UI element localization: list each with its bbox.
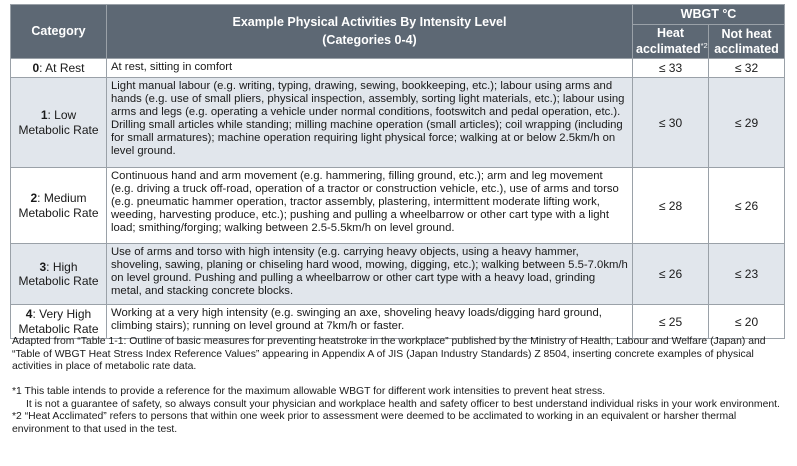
source-note: Adapted from “Table 1-1: Outline of basic measures for preventing heatstroke in the workplace” published by the Ministry of Health, Labour and Welfare (Japan) and “Table of WBGT Heat Stress Index Reference Values” appearing in Appendix A of JIS (Japan Industry Standards) Z 8504, inserting concrete examples of physical activities in place of metabolic rate data. — [12, 336, 766, 373]
category-cell — [11, 78, 107, 168]
category-name: : Very High — [32, 307, 92, 322]
category-number: 3 — [39, 259, 47, 274]
table-row — [11, 244, 785, 305]
category-header: Category — [11, 5, 107, 59]
footnotes — [12, 336, 787, 437]
category-number: 0 — [32, 60, 40, 75]
not-acclimated-value: ≤ 23 — [709, 244, 785, 305]
category-name-line2: Metabolic Rate — [18, 205, 99, 220]
category-cell — [11, 244, 107, 305]
acclimated-value: ≤ 26 — [633, 244, 709, 305]
acclimated-value: ≤ 25 — [633, 305, 709, 339]
not-heat-acclimated-header: Not heat acclimated — [709, 25, 785, 59]
heat-acclimated-header — [633, 25, 709, 59]
category-name-line2: Metabolic Rate — [18, 274, 99, 288]
activities-header — [107, 5, 633, 59]
activity-cell: Working at a very high intensity (e.g. swinging an axe, shoveling heavy loads/digging hard ground, climbing stairs); running on level ground at 7km/h or faster. — [107, 305, 633, 339]
category-name: : Medium — [37, 191, 87, 206]
footnote-1-continued: It is not a guarantee of safety, so always consult your physician and workplace health and safety officer to best understand individual risks in your work environment. — [26, 398, 780, 410]
category-name: : Low — [47, 108, 77, 123]
not-acclimated-value: ≤ 20 — [709, 305, 785, 339]
category-number: 4 — [25, 307, 33, 322]
category-name-line2: Metabolic Rate — [18, 321, 99, 336]
not-acclimated-value: ≤ 29 — [709, 78, 785, 168]
category-number: 1 — [40, 108, 48, 123]
table-row — [11, 59, 785, 78]
header-row-top — [11, 5, 785, 25]
category-cell — [11, 59, 107, 78]
category-cell — [11, 168, 107, 244]
activity-cell: At rest, sitting in comfort — [107, 59, 633, 78]
footnote-1: *1 This table intends to provide a reference for the maximum allowable WBGT for different work intensities to prevent heat stress. — [12, 386, 606, 398]
category-cell — [11, 305, 107, 339]
footnote-2: *2 “Heat Acclimated” refers to persons that within one week prior to assessment were deemed to be acclimated to working in an equivalent or harsher thermal environment to that used in the test. — [12, 411, 737, 436]
category-number: 2 — [30, 191, 38, 206]
activity-cell: Light manual labour (e.g. writing, typing, drawing, sewing, bookkeeping, etc.); labour using arms and hands (e.g. use of small pliers, physical inspection, assembly, sorting light materials, etc.); labour using arms and legs (e.g. operating a vehicle under normal conditions, footswitch and pedal operation, etc.). Drilling small articles while standing; milling machine operation (small articles); coil wrapping (including for small armatures); machine operation requiring light physical force; walking at or below 2.5km/h on level ground. — [107, 78, 633, 168]
acclimated-value: ≤ 30 — [633, 78, 709, 168]
category-name-line2: Metabolic Rate — [18, 122, 99, 137]
category-name: : At Rest — [39, 60, 85, 75]
table-row — [11, 305, 785, 339]
table-row — [11, 78, 785, 168]
category-name: : High — [46, 259, 78, 274]
heat-acclimated-label: Heat acclimated — [636, 25, 701, 57]
wbgt-reference-table — [10, 4, 785, 339]
table-row — [11, 168, 785, 244]
wbgt-header: WBGT °C — [633, 5, 785, 25]
not-acclimated-value: ≤ 32 — [709, 59, 785, 78]
acclimated-value: ≤ 33 — [633, 59, 709, 78]
activity-cell: Use of arms and torso with high intensity (e.g. carrying heavy objects, using a heavy hammer, shoveling, sawing, planing or chiseling hard wood, mowing, digging, etc.); walking between 5.5-7.0km/h on level ground. Pushing and pulling a wheelbarrow or other cart type with a heavy load, grinding metal, and stacking concrete blocks. — [107, 244, 633, 305]
acclimated-value: ≤ 28 — [633, 168, 709, 244]
activities-header-title: Example Physical Activities By Intensity Level — [232, 15, 507, 29]
not-acclimated-value: ≤ 26 — [709, 168, 785, 244]
activities-header-subtitle: (Categories 0-4) — [322, 33, 417, 47]
activity-cell: Continuous hand and arm movement (e.g. hammering, filling ground, etc.); arm and leg movement (e.g. driving a truck off-road, operation of a tractor or construction vehicle, etc.), use of arms and torso (e.g. pneumatic hammer operation, tractor assembly, plastering, intermittent moderate lifting work, weeding, harvesting produce, etc.); pushing and pulling a wheelbarrow or other cart type with a light load; smithing/forging; walking between 2.5-5.5km/h on level ground. — [107, 168, 633, 244]
footnote-2-marker: *2 — [700, 40, 708, 50]
